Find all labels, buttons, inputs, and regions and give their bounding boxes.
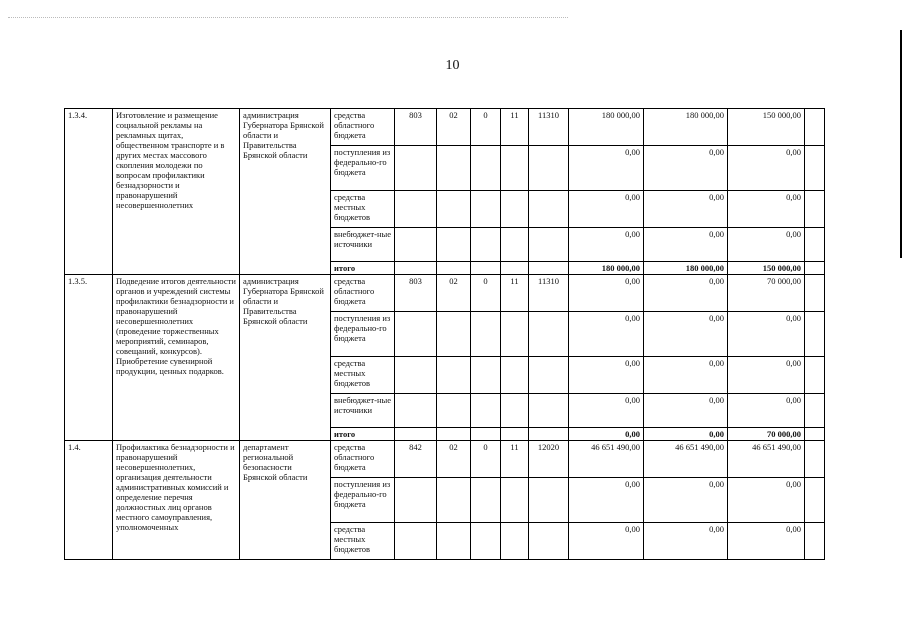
empty-cell: [805, 478, 825, 523]
cell-section: [437, 478, 471, 523]
empty-cell: [471, 428, 501, 441]
empty-cell: [805, 394, 825, 428]
empty-cell: [529, 428, 569, 441]
empty-cell: [805, 228, 825, 262]
cell-target-code: 12020: [529, 441, 569, 478]
empty-cell: [805, 428, 825, 441]
amount-year-1: 0,00: [569, 312, 644, 357]
section-code: 1.4.: [65, 441, 113, 560]
budget-table: [64, 108, 825, 560]
amount-year-2: 180 000,00: [644, 109, 728, 146]
section-description: Подведение итогов деятельности органов и учреждений системы профилактики безнадзорности и правонарушений несовершеннолетних (проведение торжественных мероприятий, семинаров, совещаний, конкурсов). Приобретение сувенирной продукции, ценных подарков.: [113, 275, 240, 441]
cell-subsection: [471, 191, 501, 228]
cell-target-code: [529, 523, 569, 560]
cell-target-code: [529, 312, 569, 357]
amount-year-1: 0,00: [569, 228, 644, 262]
cell-subsection: [471, 228, 501, 262]
cell-target-item: [501, 357, 529, 394]
cell-target-item: [501, 228, 529, 262]
empty-cell: [805, 523, 825, 560]
amount-year-3: 150 000,00: [728, 109, 805, 146]
amount-year-3: 0,00: [728, 523, 805, 560]
empty-cell: [805, 146, 825, 191]
section-description: Изготовление и размещение социальной рекламы на рекламных щитах, общественном транспорте и в других местах массового скопления молодежи по вопросам профилактики безнадзорности и правонарушений несовершеннолетних: [113, 109, 240, 275]
empty-cell: [805, 441, 825, 478]
empty-cell: [805, 109, 825, 146]
page-edge-line: [900, 30, 902, 258]
funding-source: поступления из федерально-го бюджета: [331, 478, 395, 523]
empty-cell: [437, 428, 471, 441]
cell-subsection: [471, 312, 501, 357]
funding-source: средства местных бюджетов: [331, 191, 395, 228]
funding-source: средства местных бюджетов: [331, 357, 395, 394]
cell-target-item: [501, 478, 529, 523]
empty-cell: [501, 262, 529, 275]
cell-target-item: [501, 191, 529, 228]
amount-year-3: 0,00: [728, 478, 805, 523]
amount-year-3: 0,00: [728, 312, 805, 357]
total-amount-year-1: 180 000,00: [569, 262, 644, 275]
total-amount-year-1: 0,00: [569, 428, 644, 441]
cell-grbs: [395, 478, 437, 523]
cell-target-code: 11310: [529, 109, 569, 146]
cell-grbs: 803: [395, 275, 437, 312]
amount-year-3: 0,00: [728, 146, 805, 191]
total-amount-year-2: 180 000,00: [644, 262, 728, 275]
empty-cell: [805, 312, 825, 357]
amount-year-1: 0,00: [569, 394, 644, 428]
funding-source: средства областного бюджета: [331, 109, 395, 146]
amount-year-3: 0,00: [728, 357, 805, 394]
total-amount-year-3: 70 000,00: [728, 428, 805, 441]
amount-year-3: 0,00: [728, 191, 805, 228]
amount-year-2: 46 651 490,00: [644, 441, 728, 478]
amount-year-2: 0,00: [644, 357, 728, 394]
cell-target-code: [529, 478, 569, 523]
empty-cell: [395, 428, 437, 441]
empty-cell: [805, 275, 825, 312]
total-label: итого: [331, 428, 395, 441]
cell-target-code: [529, 191, 569, 228]
cell-subsection: [471, 523, 501, 560]
amount-year-2: 0,00: [644, 191, 728, 228]
empty-cell: [395, 262, 437, 275]
section-executor: департамент региональной безопасности Брянской области: [240, 441, 331, 560]
cell-target-item: [501, 146, 529, 191]
amount-year-1: 0,00: [569, 275, 644, 312]
amount-year-1: 0,00: [569, 357, 644, 394]
amount-year-3: 70 000,00: [728, 275, 805, 312]
amount-year-2: 0,00: [644, 275, 728, 312]
cell-target-item: 11: [501, 441, 529, 478]
empty-cell: [805, 357, 825, 394]
amount-year-1: 180 000,00: [569, 109, 644, 146]
cell-section: [437, 312, 471, 357]
funding-source: средства областного бюджета: [331, 275, 395, 312]
cell-target-code: 11310: [529, 275, 569, 312]
empty-cell: [529, 262, 569, 275]
amount-year-1: 0,00: [569, 146, 644, 191]
cell-target-item: [501, 394, 529, 428]
cell-section: 02: [437, 441, 471, 478]
empty-cell: [437, 262, 471, 275]
cell-subsection: [471, 394, 501, 428]
cell-grbs: [395, 228, 437, 262]
cell-grbs: [395, 357, 437, 394]
amount-year-1: 46 651 490,00: [569, 441, 644, 478]
cell-target-code: [529, 394, 569, 428]
funding-source: внебюджет-ные источники: [331, 394, 395, 428]
scan-noise-line: [8, 17, 568, 19]
amount-year-3: 0,00: [728, 394, 805, 428]
cell-grbs: 842: [395, 441, 437, 478]
empty-cell: [471, 262, 501, 275]
cell-target-item: [501, 312, 529, 357]
amount-year-2: 0,00: [644, 228, 728, 262]
funding-source: поступления из федерально-го бюджета: [331, 146, 395, 191]
funding-source: поступления из федерально-го бюджета: [331, 312, 395, 357]
cell-subsection: [471, 146, 501, 191]
empty-cell: [501, 428, 529, 441]
amount-year-3: 0,00: [728, 228, 805, 262]
cell-grbs: [395, 394, 437, 428]
cell-section: [437, 357, 471, 394]
amount-year-1: 0,00: [569, 191, 644, 228]
amount-year-2: 0,00: [644, 394, 728, 428]
table-row: [65, 441, 825, 478]
cell-subsection: 0: [471, 109, 501, 146]
section-code: 1.3.5.: [65, 275, 113, 441]
total-label: итого: [331, 262, 395, 275]
funding-source: внебюджет-ные источники: [331, 228, 395, 262]
cell-grbs: [395, 146, 437, 191]
amount-year-2: 0,00: [644, 312, 728, 357]
table-body: [65, 109, 825, 560]
cell-subsection: 0: [471, 441, 501, 478]
cell-section: 02: [437, 109, 471, 146]
empty-cell: [805, 191, 825, 228]
cell-section: [437, 394, 471, 428]
cell-target-code: [529, 357, 569, 394]
amount-year-2: 0,00: [644, 478, 728, 523]
amount-year-1: 0,00: [569, 523, 644, 560]
cell-grbs: [395, 312, 437, 357]
section-code: 1.3.4.: [65, 109, 113, 275]
cell-grbs: [395, 191, 437, 228]
cell-subsection: [471, 357, 501, 394]
amount-year-1: 0,00: [569, 478, 644, 523]
cell-section: [437, 146, 471, 191]
table-row: [65, 109, 825, 146]
cell-grbs: [395, 523, 437, 560]
cell-subsection: 0: [471, 275, 501, 312]
funding-source: средства областного бюджета: [331, 441, 395, 478]
total-amount-year-2: 0,00: [644, 428, 728, 441]
amount-year-2: 0,00: [644, 146, 728, 191]
cell-target-item: [501, 523, 529, 560]
cell-section: [437, 228, 471, 262]
total-amount-year-3: 150 000,00: [728, 262, 805, 275]
cell-target-code: [529, 146, 569, 191]
table-row: [65, 275, 825, 312]
cell-section: [437, 191, 471, 228]
cell-section: 02: [437, 275, 471, 312]
section-executor: администрация Губернатора Брянской области и Правительства Брянской области: [240, 275, 331, 441]
amount-year-3: 46 651 490,00: [728, 441, 805, 478]
empty-cell: [805, 262, 825, 275]
cell-target-item: 11: [501, 275, 529, 312]
cell-subsection: [471, 478, 501, 523]
section-description: Профилактика безнадзорности и правонарушений несовершеннолетних, организация деятельности административных комиссий и определение перечня должностных лиц органов местного самоуправления, уполномоченных: [113, 441, 240, 560]
amount-year-2: 0,00: [644, 523, 728, 560]
section-executor: администрация Губернатора Брянской области и Правительства Брянской области: [240, 109, 331, 275]
cell-target-code: [529, 228, 569, 262]
cell-section: [437, 523, 471, 560]
cell-grbs: 803: [395, 109, 437, 146]
funding-source: средства местных бюджетов: [331, 523, 395, 560]
page-number: 10: [445, 58, 460, 73]
cell-target-item: 11: [501, 109, 529, 146]
